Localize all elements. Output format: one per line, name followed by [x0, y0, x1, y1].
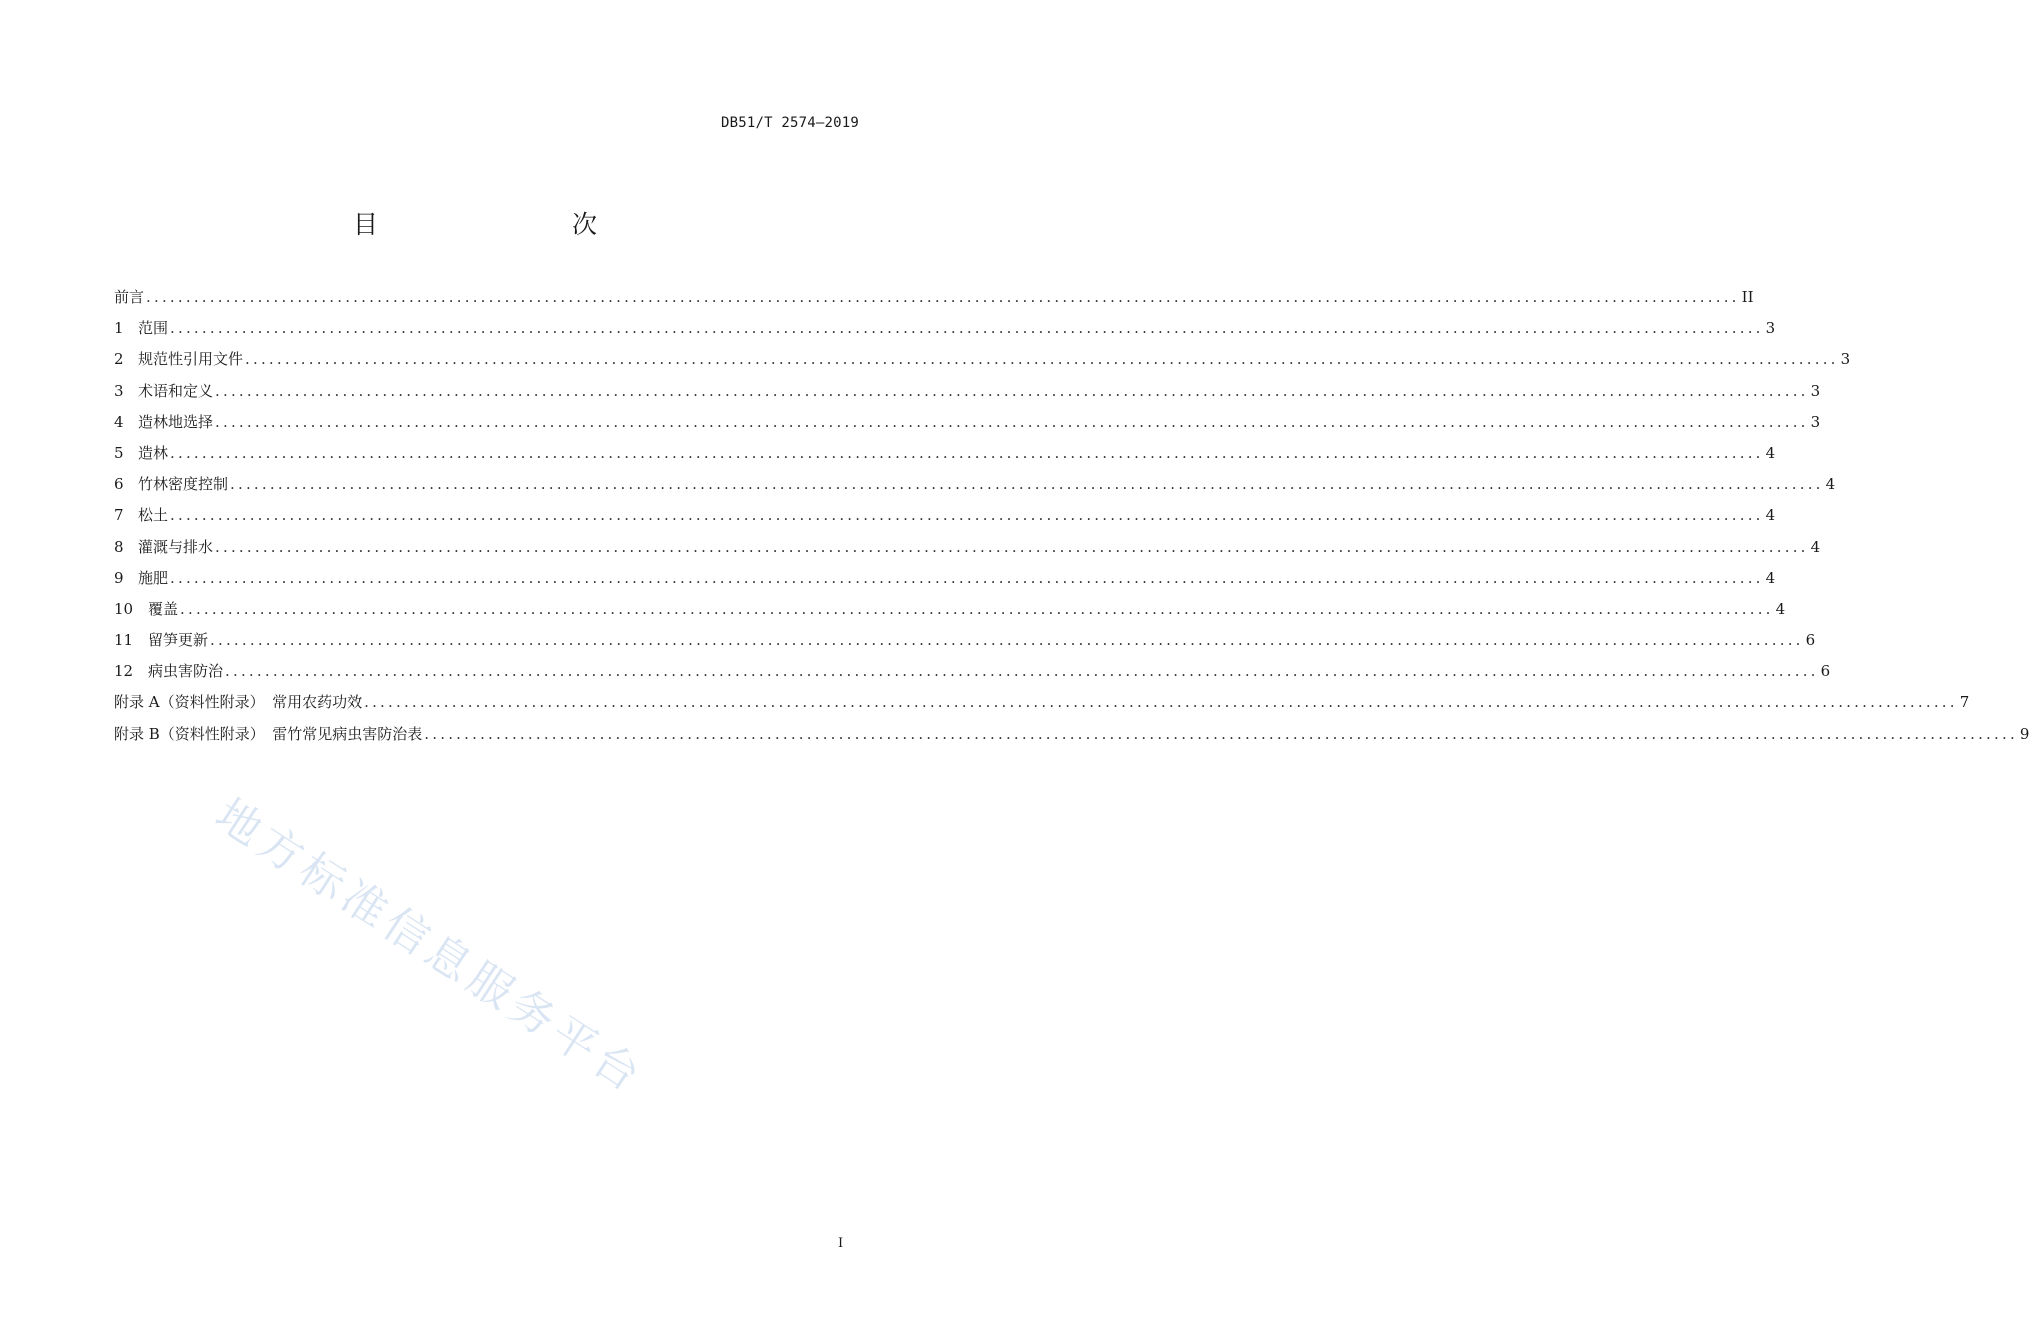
toc-entry-label: 覆盖: [148, 599, 179, 618]
toc-entry-10[interactable]: [114, 597, 1786, 628]
toc-entry-page: 4: [1765, 568, 1776, 587]
toc-entry-number: 5: [114, 443, 124, 462]
toc-entry-appendix-a[interactable]: [114, 690, 1970, 721]
toc-entry-page: II: [1741, 288, 1754, 306]
toc-entry-label: 附录 B（资料性附录） 雷竹常见病虫害防治表: [114, 724, 423, 743]
toc-leader-dots: ........................................................................................................................................................................................................: [170, 319, 1764, 338]
toc-entry-12[interactable]: [114, 659, 1831, 690]
toc-entry-number: 11: [114, 631, 134, 650]
toc-entry-8[interactable]: [114, 535, 1821, 566]
toc-entry-label: 规范性引用文件: [138, 350, 244, 369]
toc-leader-dots: ........................................................................................................................................................................................................: [424, 724, 2018, 743]
toc-entry-page: 3: [1810, 381, 1821, 400]
document-code: DB51/T 2574—2019: [720, 115, 859, 131]
page-number: I: [838, 1236, 844, 1251]
toc-entry-label: 施肥: [138, 568, 169, 587]
toc-entry-label: 前言: [114, 288, 145, 306]
toc-leader-dots: ........................................................................................................................................................................................................: [245, 350, 1839, 369]
toc-entry-number: 10: [114, 599, 134, 618]
toc-entry-9[interactable]: [114, 566, 1776, 597]
toc-entry-number: 3: [114, 381, 124, 400]
toc-entry-11[interactable]: [114, 628, 1816, 659]
toc-entry-appendix-b[interactable]: [114, 722, 2029, 753]
toc-entry-6[interactable]: [114, 472, 1836, 503]
toc-leader-dots: ........................................................................................................................................................................................................: [170, 443, 1764, 462]
toc-entry-label: 术语和定义: [138, 381, 214, 400]
toc-entry-2[interactable]: [114, 347, 1851, 378]
toc-entry-label: 附录 A（资料性附录） 常用农药功效: [114, 693, 363, 712]
toc-entry-page: 6: [1820, 662, 1831, 681]
toc-entry-number: 4: [114, 412, 124, 431]
toc-entry-label: 竹林密度控制: [138, 475, 229, 494]
toc-title: 目 次: [352, 210, 645, 239]
toc-entry-number: 1: [114, 319, 124, 338]
toc-entry-label: 范围: [138, 319, 169, 338]
toc-entry-1[interactable]: [114, 316, 1776, 347]
toc-entry-page: 4: [1825, 475, 1836, 494]
toc-entry-label: 留笋更新: [148, 631, 209, 650]
toc-entry-5[interactable]: [114, 441, 1776, 472]
toc-entry-page: 6: [1805, 631, 1816, 650]
toc-entry-number: 12: [114, 662, 134, 681]
toc-entry-label: 灌溉与排水: [138, 537, 214, 556]
toc-entry-3[interactable]: [114, 379, 1821, 410]
toc-entry-label: 病虫害防治: [148, 662, 224, 681]
toc-entry-page: 3: [1765, 319, 1776, 338]
toc-leader-dots: ........................................................................................................................................................................................................: [215, 537, 1809, 556]
toc-leader-dots: ........................................................................................................................................................................................................: [230, 475, 1824, 494]
toc-entry-number: 8: [114, 537, 124, 556]
toc-entry-label: 造林地选择: [138, 412, 214, 431]
toc-leader-dots: ........................................................................................................................................................................................................: [180, 599, 1774, 618]
toc-entry-7[interactable]: [114, 503, 1776, 534]
toc-entry-page: 4: [1765, 506, 1776, 525]
toc-entry-page: 4: [1810, 537, 1821, 556]
toc-entry-label: 松土: [138, 506, 169, 525]
toc-entry-page: 9: [2019, 724, 2029, 743]
toc-entry-page: 3: [1810, 412, 1821, 431]
toc-leader-dots: ........................................................................................................................................................................................................: [170, 568, 1764, 587]
toc-entry-page: 3: [1840, 350, 1851, 369]
toc-leader-dots: ........................................................................................................................................................................................................: [364, 693, 1958, 712]
toc-entry-page: 4: [1765, 443, 1776, 462]
toc-entry-page: 7: [1959, 693, 1970, 712]
toc-leader-dots: ........................................................................................................................................................................................................: [146, 288, 1740, 306]
toc-entry-number: 2: [114, 350, 124, 369]
toc-entry-number: 7: [114, 506, 124, 525]
table-of-contents: [114, 285, 2029, 753]
toc-leader-dots: ........................................................................................................................................................................................................: [170, 506, 1764, 525]
toc-leader-dots: ........................................................................................................................................................................................................: [225, 662, 1819, 681]
toc-entry-label: 造林: [138, 443, 169, 462]
toc-entry-number: 6: [114, 475, 124, 494]
toc-leader-dots: ........................................................................................................................................................................................................: [215, 381, 1809, 400]
toc-entry-4[interactable]: [114, 410, 1821, 441]
toc-leader-dots: ........................................................................................................................................................................................................: [210, 631, 1804, 650]
toc-entry-number: 9: [114, 568, 124, 587]
toc-leader-dots: ........................................................................................................................................................................................................: [215, 412, 1809, 431]
toc-entry-preface[interactable]: [114, 285, 1754, 316]
toc-entry-page: 4: [1775, 599, 1786, 618]
watermark-text: 地方标准信息服务平台: [206, 789, 654, 1105]
